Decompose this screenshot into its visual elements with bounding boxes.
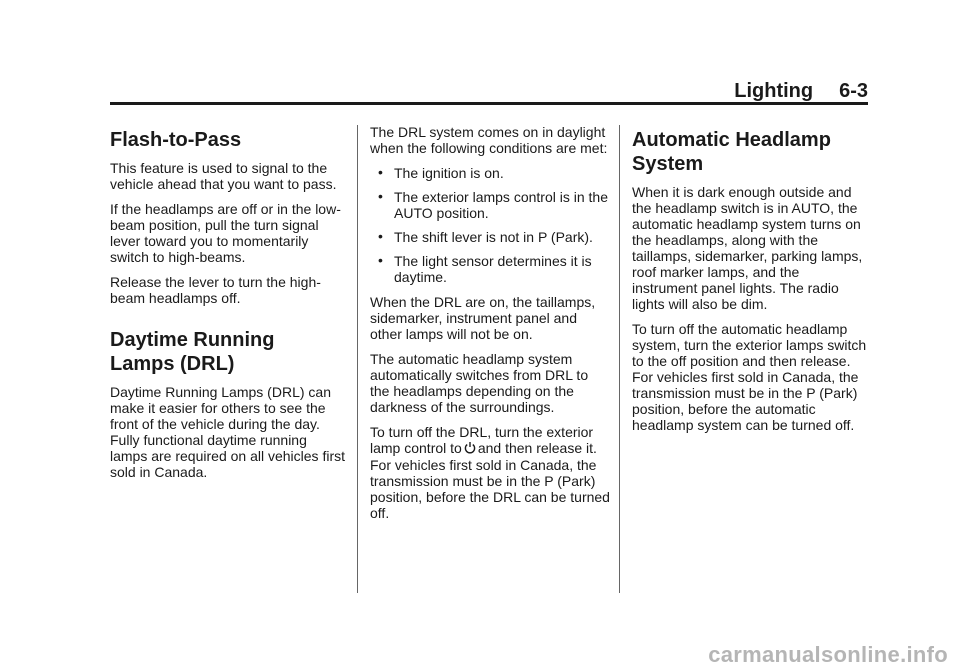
watermark: carmanualsonline.info: [708, 642, 948, 667]
page-number: 6-3: [839, 80, 868, 102]
list-item: • The shift lever is not in P (Park).: [370, 229, 610, 245]
heading-drl: Daytime Running Lamps (DRL): [110, 329, 275, 375]
text: To turn off the DRL, turn the exterior lamp control to: [370, 424, 594, 456]
paragraph: To turn off the automatic headlamp system, turn the exterior lamps switch to the off position and then release. For vehicles first sold in Canada, the transmission must be in the P (Park) position, before the automatic headlamp system can be turned off.: [632, 321, 867, 433]
page-header: [110, 80, 868, 102]
paragraph: The DRL system comes on in daylight when the following conditions are met:: [370, 124, 608, 156]
text: and then release it. For vehicles first sold in Canada, the transmission must be in the P (Park) position, before the DRL can be turned off.: [370, 440, 610, 521]
list-item: • The ignition is on.: [370, 165, 610, 181]
column-2: [370, 124, 610, 530]
column-divider-2: [619, 125, 620, 593]
condition-list: [370, 165, 610, 285]
column-1: [110, 124, 348, 489]
paragraph: If the headlamps are off or in the low-beam position, pull the turn signal lever toward you to momentarily switch to high-beams.: [110, 201, 341, 265]
paragraph-drl-off: [370, 424, 610, 521]
paragraph: The automatic headlamp system automatically switches from DRL to the headlamps depending on the darkness of the surroundings.: [370, 351, 589, 415]
column-3: [632, 124, 868, 442]
paragraph: Daytime Running Lamps (DRL) can make it easier for others to see the front of the vehicle during the day. Fully functional daytime running lamps are required on all vehicles first sold in Canada.: [110, 384, 345, 480]
list-item: • The exterior lamps control is in the AUTO position.: [370, 189, 610, 221]
column-divider-1: [357, 125, 358, 593]
section-title: Lighting: [734, 80, 814, 102]
heading-automatic-headlamp: Automatic Headlamp System: [632, 129, 831, 175]
power-off-icon: [464, 441, 476, 457]
list-item: • The light sensor determines it is daytime.: [370, 253, 610, 285]
paragraph: This feature is used to signal to the vehicle ahead that you want to pass.: [110, 160, 337, 192]
paragraph: Release the lever to turn the high-beam headlamps off.: [110, 274, 321, 306]
paragraph: When it is dark enough outside and the headlamp switch is in AUTO, the automatic headlamp system turns on the headlamps, along with the taillamps, sidemarker, parking lamps, roof marker lamps, and the instrument panel lights. The radio lights will also be dim.: [632, 184, 863, 312]
header-rule: [110, 102, 868, 105]
paragraph: When the DRL are on, the taillamps, sidemarker, instrument panel and other lamps will not be on.: [370, 294, 596, 342]
heading-flash-to-pass: Flash-to-Pass: [110, 129, 242, 151]
